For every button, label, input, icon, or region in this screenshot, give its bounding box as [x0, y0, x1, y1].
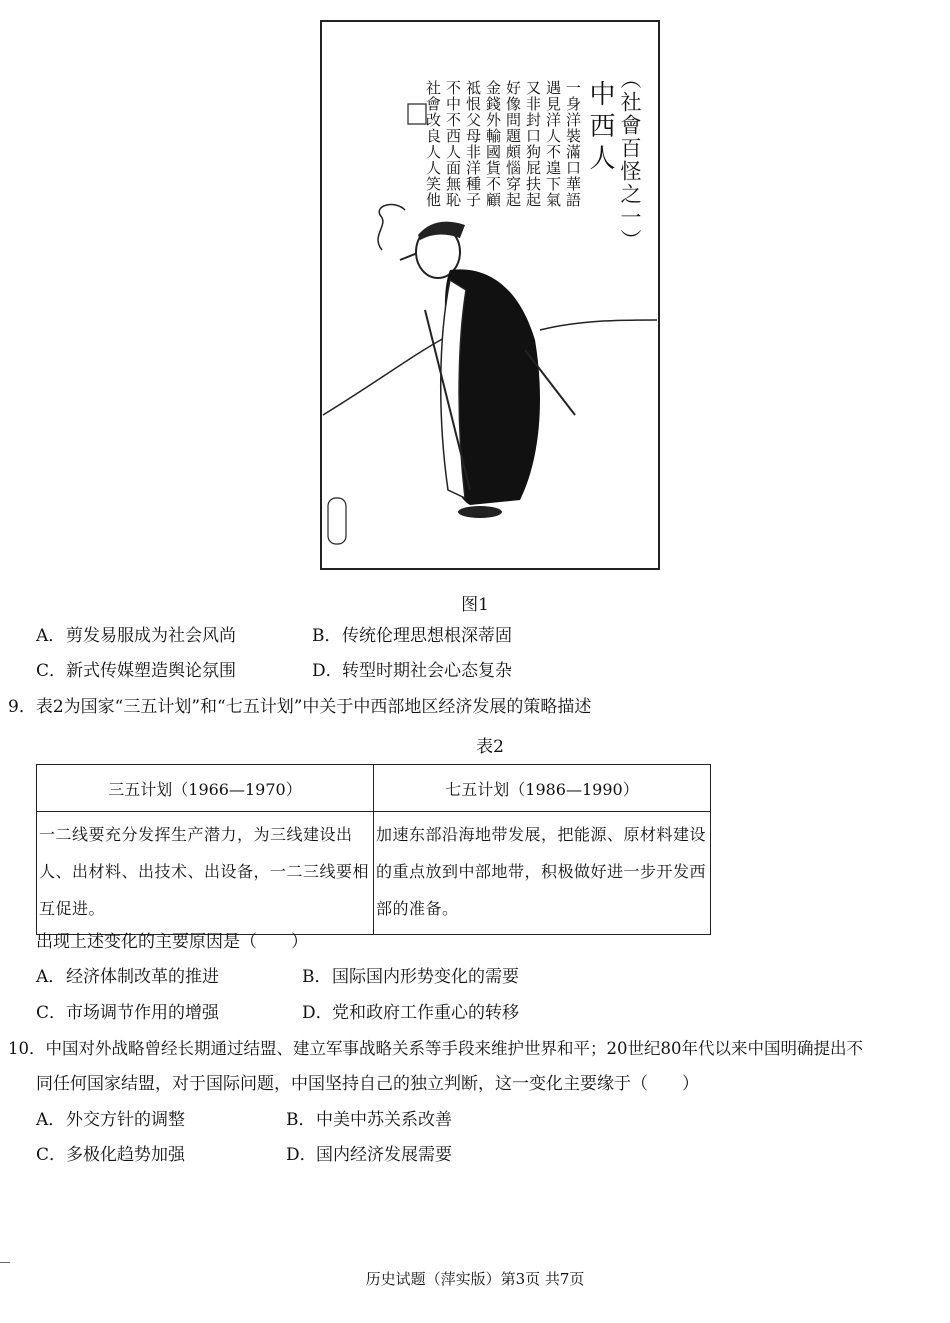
- table-header-row: [37, 765, 711, 812]
- table-caption: 表2: [476, 737, 504, 757]
- option-text: 转型时期社会心态复杂: [342, 661, 512, 681]
- q8-option-a[interactable]: [36, 626, 236, 646]
- q9-stem: 9．表2为国家“三五计划”和“七五计划”中关于中西部地区经济发展的策略描述: [8, 697, 592, 717]
- cartoon-verse-5: 金錢外輸國貨不顧: [484, 80, 502, 208]
- table-cell: 一二线要充分发挥生产潜力，为三线建设出人、出材料、出技术、出设备，一二三线要相互促进。: [37, 812, 374, 935]
- option-text: 中美中苏关系改善: [316, 1110, 452, 1130]
- q10-option-b[interactable]: [286, 1110, 452, 1130]
- option-letter: C．: [36, 1145, 67, 1165]
- option-text: 新式传媒塑造舆论氛围: [66, 661, 236, 681]
- cartoon-verse-4: 好像問題頗惱穿起: [504, 80, 522, 208]
- q9-question: 出现上述变化的主要原因是（ ）: [36, 932, 308, 952]
- option-letter: A．: [36, 967, 66, 987]
- option-text: 多极化趋势加强: [66, 1145, 185, 1165]
- table-row: [37, 812, 711, 935]
- cartoon-figure: [320, 20, 660, 570]
- q9-option-a[interactable]: [36, 967, 219, 987]
- table-cell: 加速东部沿海地带发展，把能源、原材料建设的重点放到中部地带，积极做好进一步开发西部的准备。: [374, 812, 711, 935]
- cartoon-verse-1: 一身洋裝滿口華語: [564, 80, 582, 208]
- table-header-cell: 三五计划（1966—1970）: [37, 765, 374, 812]
- cartoon-verse-2: 遇見洋人不遑下氣: [544, 80, 562, 208]
- option-text: 党和政府工作重心的转移: [332, 1003, 519, 1023]
- option-text: 经济体制改革的推进: [66, 967, 219, 987]
- margin-tick: [0, 1262, 10, 1263]
- option-letter: D．: [312, 661, 343, 681]
- option-letter: A．: [36, 626, 66, 646]
- cartoon-verse-8: 社會改良人人笑他: [424, 80, 442, 208]
- option-letter: C．: [36, 1003, 67, 1023]
- q10-stem-line2: 同任何国家结盟，对于国际问题，中国坚持自己的独立判断，这一变化主要缘于（ ）: [36, 1074, 699, 1094]
- q10-option-c[interactable]: [36, 1145, 185, 1165]
- option-letter: D．: [286, 1145, 317, 1165]
- option-text: 传统伦理思想根深蒂固: [342, 626, 512, 646]
- table-header-cell: 七五计划（1986—1990）: [374, 765, 711, 812]
- q9-option-b[interactable]: [302, 967, 519, 987]
- option-letter: B．: [286, 1110, 316, 1130]
- q9-option-c[interactable]: [36, 1003, 219, 1023]
- strategy-table: [36, 764, 711, 935]
- option-text: 剪发易服成为社会风尚: [66, 626, 236, 646]
- option-text: 市场调节作用的增强: [66, 1003, 219, 1023]
- option-text: 外交方针的调整: [66, 1110, 185, 1130]
- cartoon-verse-3: 又非封口狗屁扶起: [524, 80, 542, 208]
- q8-option-c[interactable]: [36, 661, 236, 681]
- option-letter: D．: [302, 1003, 333, 1023]
- cartoon-verse-6: 祗恨父母非洋種子: [464, 80, 482, 208]
- option-letter: A．: [36, 1110, 66, 1130]
- q10-option-a[interactable]: [36, 1110, 185, 1130]
- cartoon-title: （社會百怪之一）: [618, 68, 642, 252]
- q10-stem-line1: 10．中国对外战略曾经长期通过结盟、建立军事战略关系等手段来维护世界和平；20世纪80年代以来中国明确提出不: [8, 1039, 863, 1058]
- q10-option-d[interactable]: [286, 1145, 452, 1165]
- q9-option-d[interactable]: [302, 1003, 519, 1023]
- page-footer: 历史试题（萍实版）第3页 共7页: [365, 1270, 585, 1288]
- option-letter: C．: [36, 661, 67, 681]
- q8-option-d[interactable]: [312, 661, 512, 681]
- cartoon-heading: 中西人: [585, 80, 615, 176]
- option-text: 国际国内形势变化的需要: [332, 967, 519, 987]
- option-text: 国内经济发展需要: [316, 1145, 452, 1165]
- option-letter: B．: [312, 626, 342, 646]
- figure-caption: 图1: [461, 595, 489, 615]
- option-letter: B．: [302, 967, 332, 987]
- q8-option-b[interactable]: [312, 626, 512, 646]
- cartoon-verse-7: 不中不西人面無恥: [444, 80, 462, 208]
